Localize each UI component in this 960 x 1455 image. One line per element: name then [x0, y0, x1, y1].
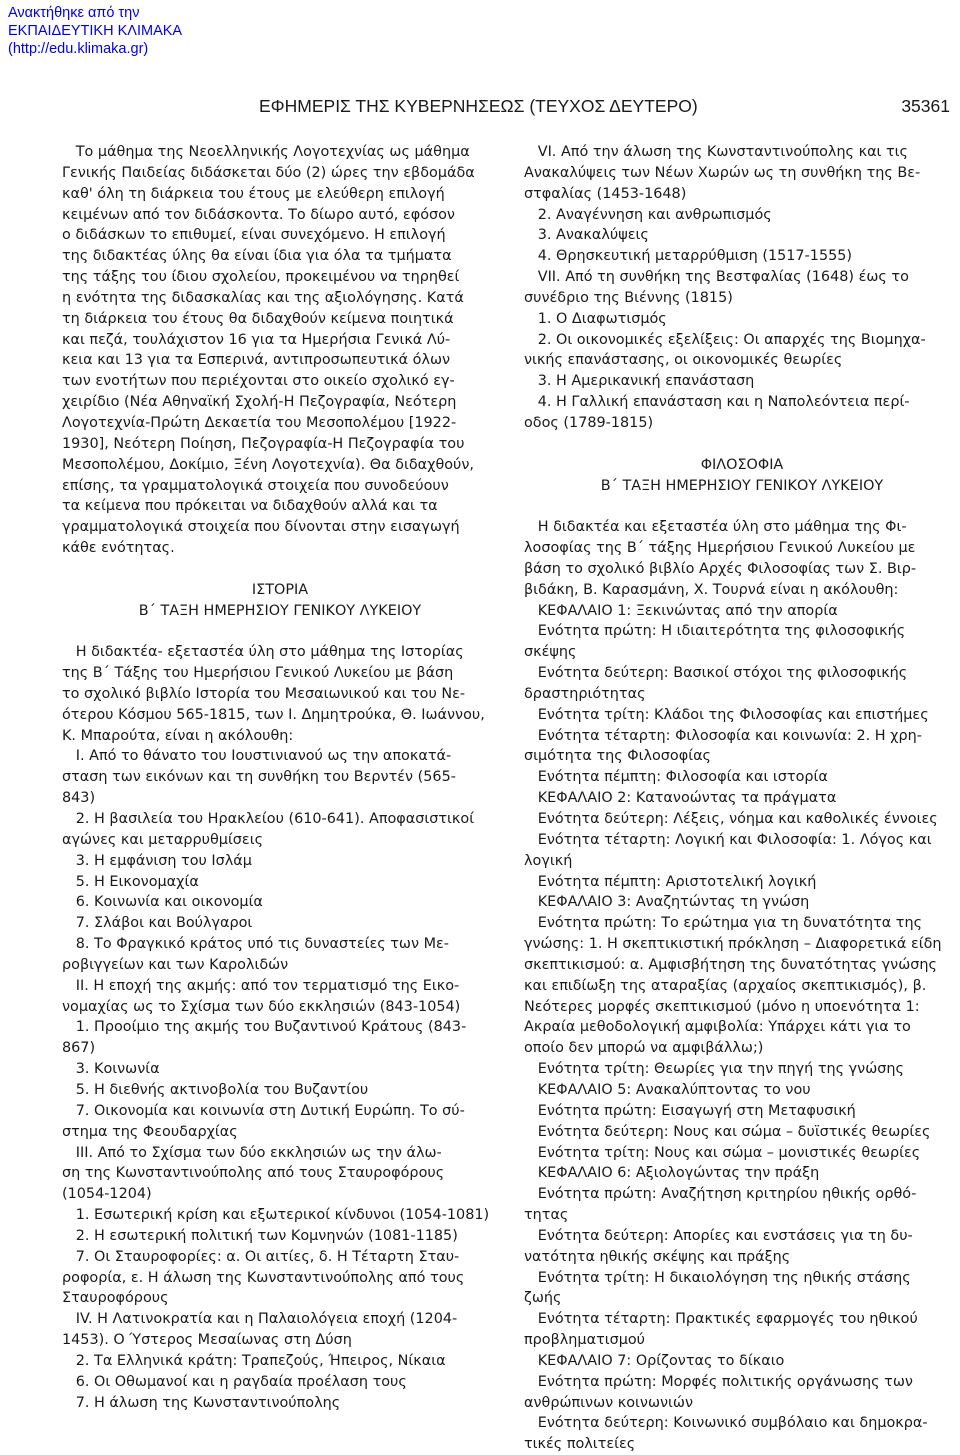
text-line: 7. Η άλωση της Κωνσταντινούπολης: [62, 1394, 341, 1411]
text-line: Λογοτεχνία-Πρώτη Δεκαετία του Μεσοπολέμου [1922-: [62, 414, 457, 431]
text-line: οδος (1789-1815): [524, 414, 654, 431]
text-line: οποίο δεν μπορώ να αμφιβάλλω;): [524, 1040, 764, 1057]
text-line: βάση το σχολικό βιβλίο Αρχές Φιλοσοφίας των Σ. Βιρ-: [524, 560, 917, 577]
text-line: 4. Η Γαλλική επανάσταση και η Ναπολεόντεια περί-: [524, 394, 910, 411]
text-line: ΚΕΦΑΛΑΙΟ 3: Αναζητώντας τη γνώση: [524, 894, 810, 911]
text-line: VII. Από τη συνθήκη της Βεστφαλίας (1648) έως το: [524, 269, 909, 286]
text-line: 2. Τα Ελληνικά κράτη: Τραπεζούς, Ήπειρος, Νίκαια: [62, 1352, 446, 1369]
text-line: σιμότητα της Φιλοσοφίας: [524, 748, 712, 765]
text-line: Ενότητα πρώτη: Μορφές πολιτικής οργάνωσης των: [524, 1373, 913, 1390]
text-line: Μεσοπολέμου, Δοκίμιο, Ξένη Λογοτεχνία). Θα διδαχθούν,: [62, 456, 474, 473]
text-line: νατότητα ηθικής σκέψης και πράξης: [524, 1248, 791, 1265]
text-line: χειρίδιο (Νέα Αθηναϊκή Σχολή-Η Πεζογραφία, Νεότερη: [62, 394, 457, 411]
text-line: VI. Από την άλωση της Κωνσταντινούπολης και τις: [524, 144, 908, 160]
text-line: [62, 621, 498, 642]
page-number: 35361: [901, 96, 950, 116]
text-line: ΚΕΦΑΛΑΙΟ 2: Κατανοώντας τα πράγματα: [524, 790, 837, 807]
text-line: Ενότητα δεύτερη: Νους και σώμα – δυϊστικές θεωρίες: [524, 1123, 931, 1140]
text-line: λογική: [524, 852, 573, 869]
text-line: Ενότητα δεύτερη: Λέξεις, νόημα και καθολικές έννοιες: [524, 811, 938, 827]
text-line: Ενότητα τρίτη: Θεωρίες για την πηγή της γνώσης: [524, 1061, 904, 1078]
text-line: [524, 496, 960, 517]
text-line: ότερου Κόσμου 565-1815, των Ι. Δημητρούκα, Θ. Ιωάννου,: [62, 706, 485, 723]
text-line: των ενοτήτων που περιέχονται στο οικείο σχολικό εγ-: [62, 373, 455, 390]
text-line: τη διάρκεια του έτους θα διδαχθούν κείμενα ποιητικά: [62, 310, 454, 327]
gazette-title: ΕΦΗΜΕΡΙΣ ΤΗΣ ΚΥΒΕΡΝΗΣΕΩΣ (ΤΕΥΧΟΣ ΔΕΥΤΕΡΟ): [259, 96, 698, 116]
source-notice[interactable]: [8, 4, 182, 58]
text-line: Η διδακτέα- εξεταστέα ύλη στο μάθημα της Ιστορίας: [62, 644, 464, 661]
text-line: 7. Οι Σταυροφορίες: α. Οι αιτίες, δ. Η Τέταρτη Σταυ-: [62, 1248, 460, 1265]
text-line: και πεζά, τουλάχιστον 16 για τα Ημερήσια Γενικά Λύ-: [62, 331, 451, 348]
text-line: της Β΄ Τάξης του Ημερήσιου Γενικού Λυκείου με βάση: [62, 665, 454, 682]
text-line: 2. Η βασιλεία του Ηρακλείου (610-641). Αποφασιστικοί: [62, 811, 475, 827]
text-line: το σχολικό βιβλίο Ιστορία του Μεσαιωνικού και του Νε-: [62, 685, 466, 702]
text-line: Ενότητα πρώτη: Εισαγωγή στη Μεταφυσική: [524, 1102, 856, 1119]
source-link[interactable]: (http://edu.klimaka.gr): [8, 41, 149, 57]
right-column: [524, 142, 960, 1455]
text-line: Ενότητα τέταρτη: Λογική και Φιλοσοφία: 1. Λόγος και: [524, 831, 932, 848]
text-line: επίσης, τα γραμματολογικά στοιχεία που συνοδεύουν: [62, 477, 449, 494]
text-line: κάθε ενότητας.: [62, 540, 175, 557]
text-line: 867): [62, 1040, 96, 1057]
text-line: Ενότητα δεύτερη: Κοινωνικό συμβόλαιο και δημοκρα-: [524, 1415, 928, 1432]
text-line: Ενότητα πρώτη: Το ερώτημα για τη δυνατότητα της: [524, 915, 923, 932]
text-line: συνέδριο της Βιέννης (1815): [524, 289, 733, 306]
source-line-2: ΕΚΠΑΙΔΕΥΤΙΚΗ ΚΛΙΜΑΚΑ: [8, 23, 183, 39]
text-line: τικές πολιτείες: [524, 1436, 636, 1453]
text-line: προβληματισμού: [524, 1332, 646, 1349]
text-line: Κ. Μπαρούτα, είναι η ακόλουθη:: [62, 727, 294, 744]
text-line: 1. Προοίμιο της ακμής του Βυζαντινού Κράτους (843-: [62, 1019, 467, 1036]
text-line: Νεότερες μορφές σκεπτικισμού (μόνο η υποενότητα 1:: [524, 998, 920, 1015]
text-line: δραστηριότητας: [524, 685, 646, 702]
text-line: (1054-1204): [62, 1186, 152, 1203]
text-line: 5. Η Εικονομαχία: [62, 873, 199, 890]
text-line: [62, 559, 498, 580]
text-line: 3. Η Αμερικανική επανάσταση: [524, 373, 755, 390]
text-line: η ενότητα της διδασκαλίας και της αξιολόγησης. Κατά: [62, 289, 464, 306]
text-line: Ενότητα τρίτη: Κλάδοι της Φιλοσοφίας και επιστήμες: [524, 706, 929, 723]
text-line: Η διδακτέα και εξεταστέα ύλη στο μάθημα της Φι-: [524, 519, 907, 536]
text-line: τα κείμενα που πρόκειται να διδαχθούν αλλά και τα: [62, 498, 438, 515]
text-line: ο διδάσκων το επιθυμεί, είναι συνεχόμενο. Η επιλογή: [62, 227, 446, 244]
text-line: σκεπτικισμού: α. Αμφισβήτηση της δυνατότητας γνώσης: [524, 956, 937, 973]
text-line: Ενότητα πρώτη: Η ιδιαιτερότητα της φιλοσοφικής: [524, 623, 906, 640]
text-line: IV. Η Λατινοκρατία και η Παλαιολόγεια εποχή (1204-: [62, 1311, 458, 1328]
text-line: 1. Εσωτερική κρίση και εξωτερικοί κίνδυνοι (1054-1081): [62, 1207, 490, 1224]
text-line: ανθρώπινων κοινωνιών: [524, 1394, 693, 1411]
text-line: 2. Η εσωτερική πολιτική των Κομνηνών (1081-1185): [62, 1227, 458, 1244]
text-line: 843): [62, 790, 96, 807]
text-line: ση της Κωνσταντινούπολης από τους Σταυροφόρους: [62, 1165, 445, 1182]
text-line: Ανακαλύψεις των Νέων Χωρών ως τη συνθήκη της Βε-: [524, 164, 921, 181]
text-line: Ενότητα τρίτη: Η δικαιολόγηση της ηθικής στάσης: [524, 1269, 911, 1286]
text-line: κειμένων από τον διδάσκοντα. Το δίωρο αυτό, εφόσον: [62, 206, 455, 223]
text-line: Σταυροφόρους: [62, 1290, 169, 1307]
text-line: 2. Αναγέννηση και ανθρωπισμός: [524, 206, 772, 223]
text-line: κεια και 13 για τα Εσπερινά, αντιπροσωπευτικά όλων: [62, 352, 451, 369]
text-line: ΙΙΙ. Από το Σχίσμα των δύο εκκλησιών ως την άλω-: [62, 1144, 442, 1161]
text-line: Ενότητα δεύτερη: Βασικοί στόχοι της φιλοσοφικής: [524, 665, 908, 682]
text-line: 2. Οι οικονομικές εξελίξεις: Οι απαρχές της Βιομηχα-: [524, 331, 926, 348]
text-line: 4. Θρησκευτική μεταρρύθμιση (1517-1555): [524, 248, 853, 265]
text-line: ζωής: [524, 1290, 562, 1307]
text-line: ΚΕΦΑΛΑΙΟ 6: Αξιολογώντας την πράξη: [524, 1165, 820, 1182]
text-line: Ενότητα πρώτη: Αναζήτηση κριτηρίου ηθικής ορθό-: [524, 1186, 917, 1203]
text-line: ΚΕΦΑΛΑΙΟ 7: Ορίζοντας το δίκαιο: [524, 1352, 785, 1369]
text-line: γνώσης: 1. Η σκεπτικιστική πρόκληση – Διαφορετικά είδη: [524, 936, 942, 953]
text-line: Ενότητα πέμπτη: Αριστοτελική λογική: [524, 873, 817, 890]
text-line: νομαχίας ως το Σχίσμα των δύο εκκλησιών (843-1054): [62, 998, 461, 1015]
text-line: καθ' όλη τη διάρκεια του έτους με ελεύθερη επιλογή: [62, 185, 445, 202]
text-line: βιδάκη, Β. Καρασμάνη, Χ. Τουρνά είναι η ακόλουθη:: [524, 581, 899, 598]
text-line: 1930], Νεότερη Ποίηση, Πεζογραφία-Η Πεζογραφία του: [62, 435, 465, 452]
text-line: 7. Σλάβοι και Βούλγαροι: [62, 915, 253, 932]
text-line: Ενότητα τέταρτη: Φιλοσοφία και κοινωνία: 2. Η χρη-: [524, 727, 922, 744]
text-line: στφαλίας (1453-1648): [524, 185, 687, 202]
text-line: ροφορία, ε. Η άλωση της Κωνσταντινούπολης από τους: [62, 1269, 465, 1286]
text-line: γραμματολογικά στοιχεία που δίνονται στην εισαγωγή: [62, 519, 460, 536]
text-line: σκέψης: [524, 644, 577, 661]
text-line: σταση των εικόνων και τη συνθήκη του Βερντέν (565-: [62, 769, 456, 786]
text-line: 6. Οι Οθωμανοί και η ραγδαία προέλαση τους: [62, 1373, 407, 1390]
text-line: 3. Η εμφάνιση του Ισλάμ: [62, 852, 252, 869]
section-heading: ΙΣΤΟΡΙΑ: [251, 581, 309, 598]
section-heading: Β΄ ΤΑΞΗ ΗΜΕΡΗΣΙΟΥ ΓΕΝΙΚΟΥ ΛΥΚΕΙΟΥ: [600, 477, 884, 494]
text-line: Ακραία μεθοδολογική αμφιβολία: Υπάρχει κάτι για το: [524, 1019, 911, 1036]
text-line: λοσοφίας της Β΄ τάξης Ημερήσιου Γενικού Λυκείου με: [524, 540, 916, 557]
page-header: [0, 96, 960, 118]
text-line: [524, 434, 960, 455]
text-line: 6. Κοινωνία και οικονομία: [62, 894, 263, 911]
text-line: ροβιγγείων και των Καρολιδών: [62, 956, 289, 973]
text-line: 8. Το Φραγκικό κράτος υπό τις δυναστείες των Με-: [62, 936, 449, 953]
text-line: Ενότητα τρίτη: Νους και σώμα – μονιστικές θεωρίες: [524, 1144, 921, 1161]
section-heading: Β΄ ΤΑΞΗ ΗΜΕΡΗΣΙΟΥ ΓΕΝΙΚΟΥ ΛΥΚΕΙΟΥ: [138, 602, 422, 619]
text-line: 7. Οικονομία και κοινωνία στη Δυτική Ευρώπη. Το σύ-: [62, 1102, 465, 1119]
source-line-1: Ανακτήθηκε από την: [8, 5, 140, 21]
text-line: 5. Η διεθνής ακτινοβολία του Βυζαντίου: [62, 1081, 369, 1098]
text-line: Ενότητα τέταρτη: Πρακτικές εφαρμογές του ηθικού: [524, 1311, 918, 1328]
text-line: Ενότητα πέμπτη: Φιλοσοφία και ιστορία: [524, 769, 828, 786]
text-line: Το μάθημα της Νεοελληνικής Λογοτεχνίας ως μάθημα: [62, 144, 470, 160]
text-line: ΚΕΦΑΛΑΙΟ 5: Ανακαλύπτοντας το νου: [524, 1081, 811, 1098]
section-heading: ΦΙΛΟΣΟΦΙΑ: [700, 456, 784, 473]
text-line: 3. Κοινωνία: [62, 1061, 160, 1078]
text-line: τητας: [524, 1207, 569, 1224]
text-line: ΚΕΦΑΛΑΙΟ 1: Ξεκινώντας από την απορία: [524, 602, 838, 619]
text-line: αγώνες και μεταρρυθμίσεις: [62, 831, 264, 848]
text-line: 1453). Ο Ύστερος Μεσαίωνας στη Δύση: [62, 1332, 352, 1349]
text-line: της διδακτέας ύλης θα είναι ίδια για όλα τα τμήματα: [62, 248, 452, 265]
text-line: της τάξης του ίδιου σχολείου, προκειμένου να τηρηθεί: [62, 269, 460, 286]
text-line: 1. Ο Διαφωτισμός: [524, 310, 667, 327]
text-line: Ενότητα δεύτερη: Απορίες και ενστάσεις για τη δυ-: [524, 1227, 913, 1244]
text-line: νικής επανάστασης, οι οικονομικές θεωρίες: [524, 352, 843, 369]
left-column: [62, 142, 498, 1413]
text-line: ΙΙ. Η εποχή της ακμής: από τον τερματισμό της Εικο-: [62, 977, 460, 994]
text-line: 3. Ανακαλύψεις: [524, 227, 649, 244]
text-line: Γενικής Παιδείας διδάσκεται δύο (2) ώρες την εβδομάδα: [62, 164, 475, 181]
text-line: και επιδίωξη της αταραξίας (αρχαίος σκεπτικισμός), β.: [524, 977, 927, 994]
text-line: στημα της Φεουδαρχίας: [62, 1123, 238, 1140]
text-line: Ι. Από το θάνατο του Ιουστινιανού ως την αποκατά-: [62, 748, 452, 765]
